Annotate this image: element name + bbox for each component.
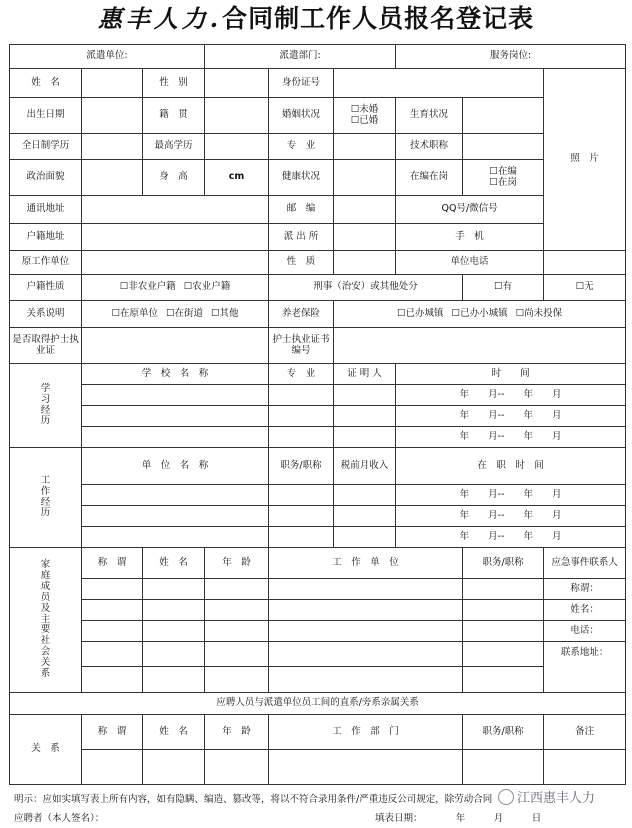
tech-title-label: 技术职称 xyxy=(396,134,463,160)
family-work-unit-cell[interactable] xyxy=(269,642,463,667)
dispatch-unit-label: 派遣单位: xyxy=(86,50,128,62)
fulltime-edu-label: 全日制学历 xyxy=(10,134,82,160)
major-input[interactable] xyxy=(334,134,396,160)
study-major-cell[interactable] xyxy=(269,406,334,427)
family-post-cell[interactable] xyxy=(463,621,544,642)
mobile-label: 手 机 xyxy=(396,224,544,251)
nurse-license-q-input[interactable] xyxy=(82,328,269,364)
family-post-cell[interactable] xyxy=(463,667,544,693)
work-pretax-cell[interactable] xyxy=(334,527,396,548)
family-name-cell[interactable] xyxy=(143,621,205,642)
unit-phone-label: 单位电话 xyxy=(396,251,544,275)
family-section-label: 家庭成员及主要社会关系 xyxy=(10,548,82,693)
watermark xyxy=(498,787,595,806)
ec-relation-field[interactable]: 称谓： xyxy=(544,579,626,600)
name-input[interactable] xyxy=(82,69,143,98)
family-name-header: 姓 名 xyxy=(143,548,205,579)
birth-date-label: 出生日期 xyxy=(10,98,82,134)
kin-age-cell[interactable] xyxy=(205,750,269,785)
highest-edu-input[interactable] xyxy=(205,134,269,160)
family-work-unit-cell[interactable] xyxy=(269,621,463,642)
marital-options[interactable] xyxy=(334,98,396,134)
study-school-cell[interactable] xyxy=(82,385,269,406)
service-post-field[interactable] xyxy=(396,45,626,69)
orig-unit-checkbox[interactable]: ☐在原单位 xyxy=(111,307,158,319)
study-time-header: 时 间 xyxy=(396,364,626,385)
none-checkbox[interactable]: ☐尚未投保 xyxy=(515,307,563,319)
work-pretax-header: 税前月收入 xyxy=(334,448,396,485)
work-unit-cell[interactable] xyxy=(82,506,269,527)
family-age-cell[interactable] xyxy=(205,667,269,693)
nurse-license-q-label: 是否取得护士执业证 xyxy=(10,328,82,364)
work-post-header: 职务/职称 xyxy=(269,448,334,485)
post-status-label: 在编在岗 xyxy=(396,160,463,196)
dispatch-dept-field[interactable] xyxy=(205,45,396,69)
unmarried-checkbox[interactable]: ☐未婚 xyxy=(350,103,379,115)
family-relation-cell[interactable] xyxy=(82,600,143,621)
fill-date-field[interactable]: 填表日期： 年 月 日 xyxy=(375,813,542,824)
post-status-options[interactable] xyxy=(463,160,544,196)
form-title xyxy=(0,0,632,40)
health-label: 健康状况 xyxy=(269,160,334,196)
political-label: 政治面貌 xyxy=(10,160,82,196)
family-relation-cell[interactable] xyxy=(82,667,143,693)
yes-checkbox[interactable]: ☐有 xyxy=(494,281,513,293)
work-time-cell[interactable]: 年 月-- 年 月 xyxy=(396,506,626,527)
dispatch-dept-label: 派遣部门: xyxy=(279,50,321,62)
kin-relation-header: 称 谓 xyxy=(82,715,143,750)
kin-remark-cell[interactable] xyxy=(544,750,626,785)
study-time-cell[interactable]: 年 月-- 年 月 xyxy=(396,406,626,427)
nurse-license-no-label: 护士执业证书编号 xyxy=(269,328,334,364)
address-label: 通讯地址 xyxy=(10,196,82,224)
kin-work-dept-header: 工 作 部 门 xyxy=(269,715,463,750)
family-relation-cell[interactable] xyxy=(82,621,143,642)
work-pretax-cell[interactable] xyxy=(334,485,396,506)
marital-label: 婚姻状况 xyxy=(269,98,334,134)
work-time-header: 在 职 时 间 xyxy=(396,448,626,485)
gender-input[interactable] xyxy=(205,69,269,98)
family-age-header: 年 龄 xyxy=(205,548,269,579)
criminal-label: 刑事（治安）或其他处分 xyxy=(269,275,463,301)
kin-remark-header: 备注 xyxy=(544,715,626,750)
kin-post-cell[interactable] xyxy=(463,750,544,785)
study-time-cell[interactable]: 年 月-- 年 月 xyxy=(396,385,626,406)
other-checkbox[interactable]: ☐其他 xyxy=(211,307,239,319)
family-age-cell[interactable] xyxy=(205,621,269,642)
study-time-cell[interactable]: 年 月-- 年 月 xyxy=(396,427,626,448)
study-certifier-cell[interactable] xyxy=(334,427,396,448)
ec-phone-field[interactable]: 电话： xyxy=(544,621,626,642)
family-work-unit-header: 工 作 单 位 xyxy=(269,548,463,579)
nature-label: 性 质 xyxy=(269,251,334,275)
work-time-cell[interactable]: 年 月-- 年 月 xyxy=(396,527,626,548)
relation-note-label: 关系说明 xyxy=(10,301,82,328)
hukou-addr-input[interactable] xyxy=(82,224,269,251)
footer-note: 明示：应如实填写表上所有内容，如有隐瞒、编造、篡改等，将以不符合录用条件/严重违反公司规定，除劳动合同 xyxy=(14,794,493,805)
study-major-cell[interactable] xyxy=(269,385,334,406)
married-checkbox[interactable]: ☐已婚 xyxy=(350,114,379,126)
hukou-type-options[interactable] xyxy=(82,275,269,301)
work-post-cell[interactable] xyxy=(269,485,334,506)
study-school-header: 学 校 名 称 xyxy=(82,364,269,385)
kin-section-label: 关 系 xyxy=(10,715,82,785)
kin-work-dept-cell[interactable] xyxy=(269,750,463,785)
prev-unit-label: 原工作单位 xyxy=(10,251,82,275)
kin-relation-cell[interactable] xyxy=(82,750,143,785)
non-agri-checkbox[interactable]: ☐非农业户籍 xyxy=(119,281,176,293)
watermark-text: 江西惠丰人力 xyxy=(517,791,596,806)
name-label: 姓 名 xyxy=(10,69,82,98)
family-work-unit-cell[interactable] xyxy=(269,579,463,600)
height-label: 身 高 xyxy=(143,160,205,196)
study-certifier-cell[interactable] xyxy=(334,406,396,427)
dispatch-unit-field[interactable] xyxy=(10,45,205,69)
id-number-label: 身份证号 xyxy=(269,69,334,98)
kin-age-header: 年 龄 xyxy=(205,715,269,750)
study-school-cell[interactable] xyxy=(82,406,269,427)
family-relation-cell[interactable] xyxy=(82,642,143,667)
study-certifier-header: 证 明 人 xyxy=(334,364,396,385)
family-work-unit-cell[interactable] xyxy=(269,667,463,693)
kin-section-title: 应聘人员与派遣单位员工间的直系/旁系亲属关系 xyxy=(10,693,626,715)
family-age-cell[interactable] xyxy=(205,579,269,600)
police-station-label: 派 出 所 xyxy=(269,224,334,251)
study-major-header: 专 业 xyxy=(269,364,334,385)
pension-options[interactable] xyxy=(334,301,626,328)
criminal-yes[interactable] xyxy=(463,275,544,301)
rural-checkbox[interactable]: ☐已办小城镇 xyxy=(451,307,508,319)
postcode-input[interactable] xyxy=(334,196,396,224)
fertility-label: 生育状况 xyxy=(396,98,463,134)
family-name-cell[interactable] xyxy=(143,579,205,600)
registration-form xyxy=(9,44,626,785)
political-input[interactable] xyxy=(82,160,143,196)
height-input[interactable] xyxy=(205,160,269,196)
unit-phone-input[interactable] xyxy=(544,251,626,275)
kin-post-header: 职务/职称 xyxy=(463,715,544,750)
nature-input[interactable] xyxy=(334,251,396,275)
agri-checkbox[interactable]: ☐农业户籍 xyxy=(183,281,231,293)
nurse-license-no-input[interactable] xyxy=(334,328,626,364)
work-time-cell[interactable]: 年 月-- 年 月 xyxy=(396,485,626,506)
work-unit-cell[interactable] xyxy=(82,485,269,506)
relation-note-options[interactable] xyxy=(82,301,269,328)
in-staff-checkbox[interactable]: ☐在编 xyxy=(489,165,517,177)
fulltime-edu-input[interactable] xyxy=(82,134,143,160)
service-post-label: 服务岗位: xyxy=(489,50,532,62)
wechat-icon xyxy=(498,789,514,805)
family-post-cell[interactable] xyxy=(463,579,544,600)
fertility-input[interactable] xyxy=(463,98,544,134)
hukou-type-label: 户籍性质 xyxy=(10,275,82,301)
health-input[interactable] xyxy=(334,160,396,196)
family-name-cell[interactable] xyxy=(143,667,205,693)
ec-address-field[interactable]: 联系地址： xyxy=(544,642,626,693)
kin-name-header: 姓 名 xyxy=(143,715,205,750)
postcode-label: 邮 编 xyxy=(269,196,334,224)
native-place-label: 籍 贯 xyxy=(143,98,205,134)
urban-checkbox[interactable]: ☐已办城镇 xyxy=(397,307,444,319)
on-post-checkbox[interactable]: ☐在岗 xyxy=(489,176,517,188)
qq-wechat-label: QQ号/微信号 xyxy=(396,196,544,224)
work-section-label: 工作经历 xyxy=(10,448,82,548)
brand-name: 惠丰人力. xyxy=(97,4,223,33)
kin-name-cell[interactable] xyxy=(143,750,205,785)
address-input[interactable] xyxy=(82,196,269,224)
police-station-input[interactable] xyxy=(334,224,396,251)
id-number-input[interactable] xyxy=(334,69,544,98)
study-school-cell[interactable] xyxy=(82,427,269,448)
study-section-label: 学习经历 xyxy=(10,364,82,448)
no-checkbox[interactable]: ☐无 xyxy=(575,281,594,293)
pension-label: 养老保险 xyxy=(269,301,334,328)
ec-name-field[interactable]: 姓名： xyxy=(544,600,626,621)
emergency-contact-header: 应急事件联系人 xyxy=(544,548,626,579)
birth-date-input[interactable] xyxy=(82,98,143,134)
family-work-unit-cell[interactable] xyxy=(269,600,463,621)
family-post-cell[interactable] xyxy=(463,642,544,667)
major-label: 专 业 xyxy=(269,134,334,160)
tech-title-input[interactable] xyxy=(463,134,544,160)
work-post-cell[interactable] xyxy=(269,527,334,548)
work-pretax-cell[interactable] xyxy=(334,506,396,527)
title-main: 合同制工作人员报名登记表 xyxy=(222,4,535,33)
family-age-cell[interactable] xyxy=(205,600,269,621)
height-unit: cm xyxy=(228,171,245,183)
street-checkbox[interactable]: ☐在街道 xyxy=(166,307,204,319)
gender-label: 性 别 xyxy=(143,69,205,98)
study-major-cell[interactable] xyxy=(269,427,334,448)
work-unit-header: 单 位 名 称 xyxy=(82,448,269,485)
signer-field[interactable]: 应聘者（本人签名）： xyxy=(14,813,105,824)
photo-box[interactable]: 照 片 xyxy=(544,69,626,251)
criminal-no[interactable] xyxy=(544,275,626,301)
family-post-cell[interactable] xyxy=(463,600,544,621)
study-certifier-cell[interactable] xyxy=(334,385,396,406)
native-place-input[interactable] xyxy=(205,98,269,134)
family-age-cell[interactable] xyxy=(205,642,269,667)
work-unit-cell[interactable] xyxy=(82,527,269,548)
prev-unit-input[interactable] xyxy=(82,251,269,275)
family-relation-cell[interactable] xyxy=(82,579,143,600)
family-name-cell[interactable] xyxy=(143,600,205,621)
family-post-header: 职务/职称 xyxy=(463,548,544,579)
highest-edu-label: 最高学历 xyxy=(143,134,205,160)
family-relation-header: 称 谓 xyxy=(82,548,143,579)
family-name-cell[interactable] xyxy=(143,642,205,667)
work-post-cell[interactable] xyxy=(269,506,334,527)
hukou-addr-label: 户籍地址 xyxy=(10,224,82,251)
